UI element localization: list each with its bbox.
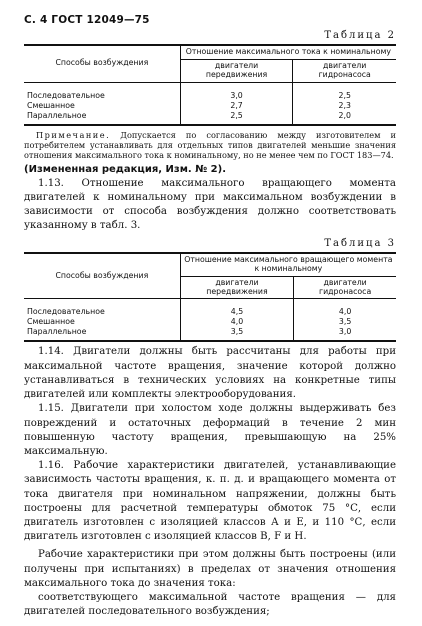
table-row [24, 327, 396, 341]
table-cell: Параллельное [24, 327, 180, 341]
table-row [24, 317, 396, 327]
table-2 [24, 44, 396, 126]
paragraph-max-speed: соответствующего максимальной частоте вращения — для двигателей последовательного возбуждения; [24, 591, 396, 618]
table-cell: 2,3 [293, 101, 396, 111]
table-cell: 2,5 [180, 111, 293, 125]
table-cell: Параллельное [24, 111, 180, 125]
paragraph-working-characteristics: Рабочие характеристики при этом должны быть построены (или получены при испытаниях) в пределах от значения отношения максимального тока до значения тока: [24, 549, 396, 589]
note-text: Допускается по согласованию между изготовителем и потребителем устанавливать для отдельных типов двигателей меньшие значения отношения максимального тока к номинальному, но не менее чем по ГОСТ 183—74. [24, 129, 396, 160]
table-cell: 3,0 [180, 82, 293, 101]
paragraph-1-14: 1.14. Двигатели должны быть рассчитаны для работы при максимальной частоте вращения, значение которой должно устанавливаться в технических условиях на конкретные типы двигателей или комплекты электрооборудования. [24, 346, 396, 401]
note-label: Примечание. [36, 129, 111, 140]
table-2-caption: Таблица 2 [324, 30, 396, 41]
table-2-note [24, 130, 396, 160]
table-3-col-header: двигатели передвижения [180, 276, 293, 299]
table-cell: 4,0 [180, 317, 293, 327]
table-cell: 2,0 [293, 111, 396, 125]
document-page [24, 14, 396, 619]
table-row [24, 82, 396, 101]
table-cell: 4,0 [294, 299, 396, 318]
table-3 [24, 252, 396, 343]
table-row [24, 111, 396, 125]
paragraph-1-16: 1.16. Рабочие характеристики двигателей, устанавливающие зависимость частоты вращения, к. п. д. и вращающего момента от тока двигателя при номинальном напряжении, должны быть построены для расчетной температуры обмоток 75 °С, если двигатель изготовлен с изоляцией классов А и Е, и 110 °С, если двигатель изготовлен с изоляцией классов В, F и Н. [24, 460, 396, 543]
table-row [24, 299, 396, 318]
table-cell: Последовательное [27, 90, 105, 100]
table-cell: Последовательное [27, 307, 105, 317]
table-cell: 2,7 [180, 101, 293, 111]
table-cell: 3,5 [180, 327, 293, 341]
table-2-col-header: двигатели передвижения [180, 59, 293, 82]
table-2-col-header: двигатели гидронасоса [293, 59, 396, 82]
table-3-caption: Таблица 3 [324, 237, 396, 249]
table-cell: 3,0 [294, 327, 396, 341]
table-3-method-header: Способы возбуждения [24, 253, 180, 299]
paragraph-1-15: 1.15. Двигатели при холостом ходе должны выдерживать без повреждений и остаточных деформаций в течение 2 мин повышенную частоту вращения, превышающую на 25% максимальную. [24, 403, 396, 457]
table-2-group-header: Отношение максимального тока к номинальному [180, 45, 396, 59]
table-cell: 2,5 [293, 82, 396, 101]
page-header: С. 4 ГОСТ 12049—75 [24, 14, 150, 26]
table-3-col-header: двигатели гидронасоса [294, 276, 396, 299]
table-3-group-header: Отношение максимального вращающего момента к номинальному [180, 253, 396, 276]
paragraph-1-13: 1.13. Отношение максимального вращающего момента двигателей к номинальному при максимальном возбуждении в зависимости от способа возбуждения должно соответствовать указанному в табл. 3. [24, 177, 396, 232]
table-2-method-header: Способы возбуждения [24, 45, 180, 82]
table-cell: Смешанное [27, 100, 75, 110]
edition-note: (Измененная редакция, Изм. № 2). [24, 163, 227, 175]
table-row [24, 101, 396, 111]
table-cell: 3,5 [294, 317, 396, 327]
table-cell: 4,5 [180, 299, 293, 318]
table-cell: Смешанное [27, 317, 75, 327]
